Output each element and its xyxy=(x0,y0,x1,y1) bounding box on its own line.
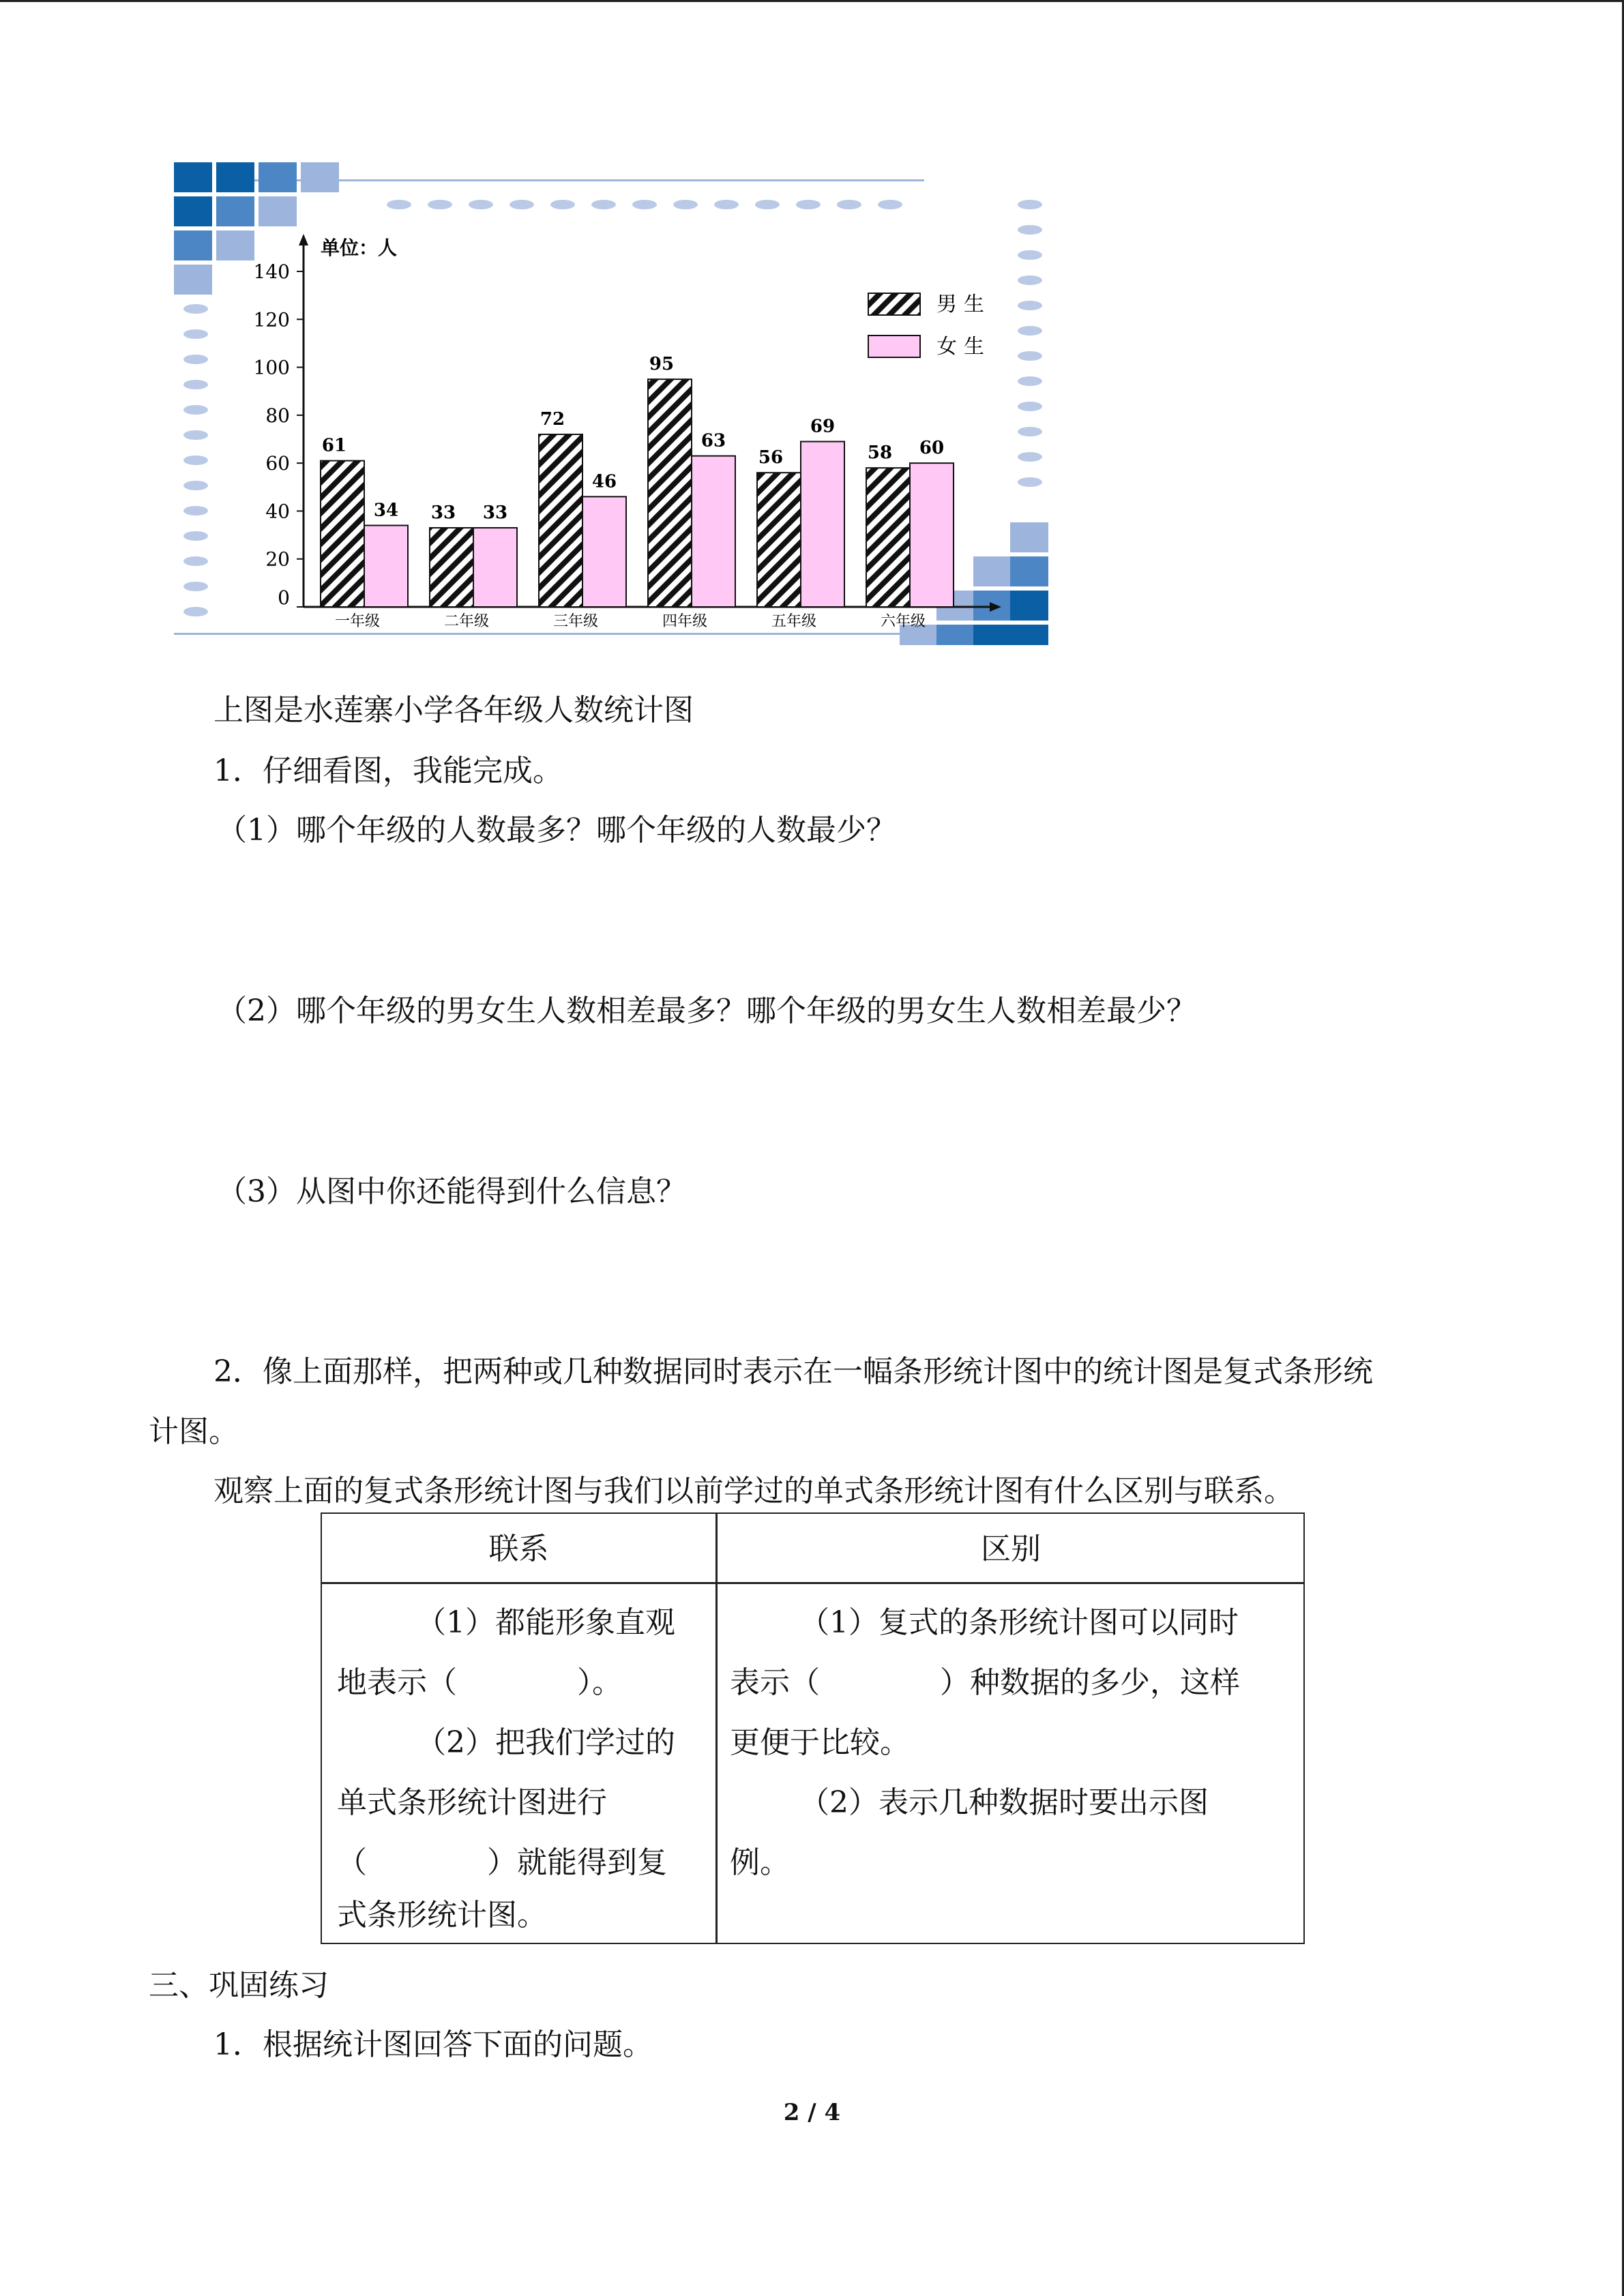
frame-dot xyxy=(183,607,208,616)
x-category-label: 二年级 xyxy=(443,613,490,630)
bar-boys xyxy=(866,468,910,607)
page-number: 2 / 4 xyxy=(783,2099,841,2126)
frame-tile xyxy=(973,625,1012,645)
bar-boys xyxy=(321,461,364,607)
frame-dot xyxy=(183,430,208,440)
y-tick-label: 40 xyxy=(265,500,290,523)
frame-tile xyxy=(936,625,975,645)
frame-dot xyxy=(714,200,739,209)
table-right-line: 更便于比较。 xyxy=(730,1725,910,1760)
frame-dot xyxy=(1018,250,1042,260)
frame-dot xyxy=(878,200,902,209)
table-header-relation: 联系 xyxy=(488,1532,549,1566)
frame-dot xyxy=(632,200,657,209)
question-2-line2: 计图。 xyxy=(149,1414,239,1449)
bar-girls xyxy=(582,496,626,607)
legend-label-girls: 女生 xyxy=(936,335,991,359)
legend-swatch-boys xyxy=(868,293,920,315)
frame-bottom-line xyxy=(174,633,979,635)
table-right-line: （2）表示几种数据时要出示图 xyxy=(799,1785,1209,1820)
frame-tile xyxy=(1010,556,1048,586)
frame-dot xyxy=(183,355,208,364)
bar-boys xyxy=(757,473,801,607)
x-category-label: 四年级 xyxy=(662,613,708,630)
frame-dot xyxy=(183,380,208,389)
bar-label-boys: 61 xyxy=(321,435,347,456)
bar-label-girls: 69 xyxy=(810,416,836,437)
bar-boys xyxy=(430,528,473,607)
chart-caption: 上图是水莲寨小学各年级人数统计图 xyxy=(213,693,694,728)
bar-label-boys: 95 xyxy=(649,354,675,375)
table-column-divider xyxy=(715,1514,718,1943)
y-tick-label: 20 xyxy=(265,548,290,571)
question-1-2: （2）哪个年级的男女生人数相差最多？哪个年级的男女生人数相差最少？ xyxy=(217,994,1196,1028)
bar-label-boys: 56 xyxy=(758,447,784,468)
frame-tile xyxy=(174,230,212,260)
question-1-heading: 1．仔细看图，我能完成。 xyxy=(213,754,563,788)
frame-tile xyxy=(216,230,254,260)
frame-dot xyxy=(183,556,208,566)
table-right-line: （1）复式的条形统计图可以同时 xyxy=(799,1605,1239,1640)
frame-tile xyxy=(174,162,212,192)
y-tick-label: 140 xyxy=(253,260,290,283)
table-left-line: 单式条形统计图进行 xyxy=(337,1785,607,1820)
frame-dot xyxy=(183,506,208,516)
frame-dot xyxy=(1018,275,1042,285)
y-tick-label: 60 xyxy=(265,452,290,475)
y-tick-label: 80 xyxy=(265,404,290,427)
frame-dot xyxy=(1018,225,1042,235)
question-1-3: （3）从图中你还能得到什么信息？ xyxy=(217,1174,686,1209)
frame-dot xyxy=(837,200,861,209)
x-category-label: 五年级 xyxy=(771,613,817,630)
frame-dot xyxy=(1018,326,1042,336)
legend-swatch-girls xyxy=(868,336,920,357)
bar-label-girls: 63 xyxy=(700,430,726,451)
bar-label-girls: 34 xyxy=(373,500,399,521)
frame-dot xyxy=(183,456,208,465)
frame-dot xyxy=(183,329,208,339)
frame-dot xyxy=(1018,376,1042,386)
frame-dot xyxy=(1018,427,1042,436)
bar-label-girls: 60 xyxy=(919,438,945,459)
frame-dot xyxy=(183,531,208,541)
frame-dot xyxy=(183,481,208,490)
bar-label-girls: 33 xyxy=(482,503,508,524)
frame-tile xyxy=(216,162,254,192)
x-category-label: 六年级 xyxy=(880,613,926,630)
table-header-divider xyxy=(322,1582,1303,1584)
bar-boys xyxy=(648,379,692,607)
y-tick-label: 0 xyxy=(278,586,290,609)
frame-dot xyxy=(183,582,208,591)
bar-chart xyxy=(174,162,1054,653)
frame-tile xyxy=(973,556,1012,586)
x-category-label: 三年级 xyxy=(552,613,599,630)
y-tick-label: 100 xyxy=(253,356,290,379)
bar-girls xyxy=(364,526,408,607)
bar-girls xyxy=(692,456,735,607)
frame-tile xyxy=(259,196,297,226)
frame-dot xyxy=(469,200,493,209)
frame-dot xyxy=(796,200,821,209)
frame-dot xyxy=(510,200,534,209)
frame-dot xyxy=(387,200,411,209)
frame-dot xyxy=(428,200,452,209)
frame-dot xyxy=(1018,477,1042,487)
frame-dot xyxy=(550,200,575,209)
frame-tile xyxy=(1010,625,1048,645)
chart-bars xyxy=(321,354,954,607)
frame-dot xyxy=(591,200,616,209)
table-right-line: 表示（ ）种数据的多少，这样 xyxy=(730,1665,1240,1700)
frame-dot xyxy=(1018,351,1042,361)
frame-dot xyxy=(1018,301,1042,310)
bar-girls xyxy=(910,463,954,607)
top-border-line xyxy=(0,0,1624,2)
chart-legend xyxy=(868,293,991,359)
frame-dot xyxy=(1018,200,1042,209)
bar-boys xyxy=(539,434,582,607)
frame-tile xyxy=(1010,591,1048,621)
table-left-line: （ ）就能得到复 xyxy=(337,1845,667,1880)
frame-tile xyxy=(174,196,212,226)
frame-dot xyxy=(183,405,208,415)
question-1-1: （1）哪个年级的人数最多？哪个年级的人数最少？ xyxy=(217,813,896,848)
bar-label-boys: 33 xyxy=(430,503,456,524)
table-header-difference: 区别 xyxy=(981,1532,1041,1566)
bar-girls xyxy=(473,528,517,607)
frame-tile xyxy=(1010,522,1048,552)
chart-svg xyxy=(174,162,1054,653)
frame-dot xyxy=(183,304,208,314)
table-left-line: 式条形统计图。 xyxy=(337,1898,547,1933)
frame-dot xyxy=(755,200,780,209)
table-left-line: （2）把我们学过的 xyxy=(416,1725,675,1760)
table-left-line: （1）都能形象直观 xyxy=(416,1605,675,1640)
frame-tile xyxy=(259,162,297,192)
y-tick-label: 120 xyxy=(253,308,290,331)
table-left-line: 地表示（ ）。 xyxy=(337,1665,622,1700)
table-right-line: 例。 xyxy=(730,1845,790,1880)
x-category-label: 一年级 xyxy=(334,613,381,630)
frame-dot xyxy=(1018,402,1042,411)
bar-girls xyxy=(801,442,844,607)
observe-instruction: 观察上面的复式条形统计图与我们以前学过的单式条形统计图有什么区别与联系。 xyxy=(213,1474,1294,1508)
frame-tile xyxy=(174,265,212,295)
frame-tile xyxy=(301,162,339,192)
y-axis-arrow xyxy=(299,234,308,245)
bar-label-boys: 72 xyxy=(540,408,565,430)
question-2-line1: 2．像上面那样，把两种或几种数据同时表示在一幅条形统计图中的统计图是复式条形统 xyxy=(213,1354,1373,1389)
legend-label-boys: 男生 xyxy=(936,293,991,316)
section-3-question-1: 1．根据统计图回答下面的问题。 xyxy=(213,2027,653,2062)
chart-unit-label: 单位：人 xyxy=(321,237,398,259)
comparison-table xyxy=(321,1512,1305,1944)
bar-label-boys: 58 xyxy=(867,443,893,464)
section-3-title: 三、巩固练习 xyxy=(149,1968,329,2003)
frame-dot xyxy=(673,200,698,209)
bar-label-girls: 46 xyxy=(591,471,617,492)
frame-tile xyxy=(216,196,254,226)
frame-dot xyxy=(1018,452,1042,462)
